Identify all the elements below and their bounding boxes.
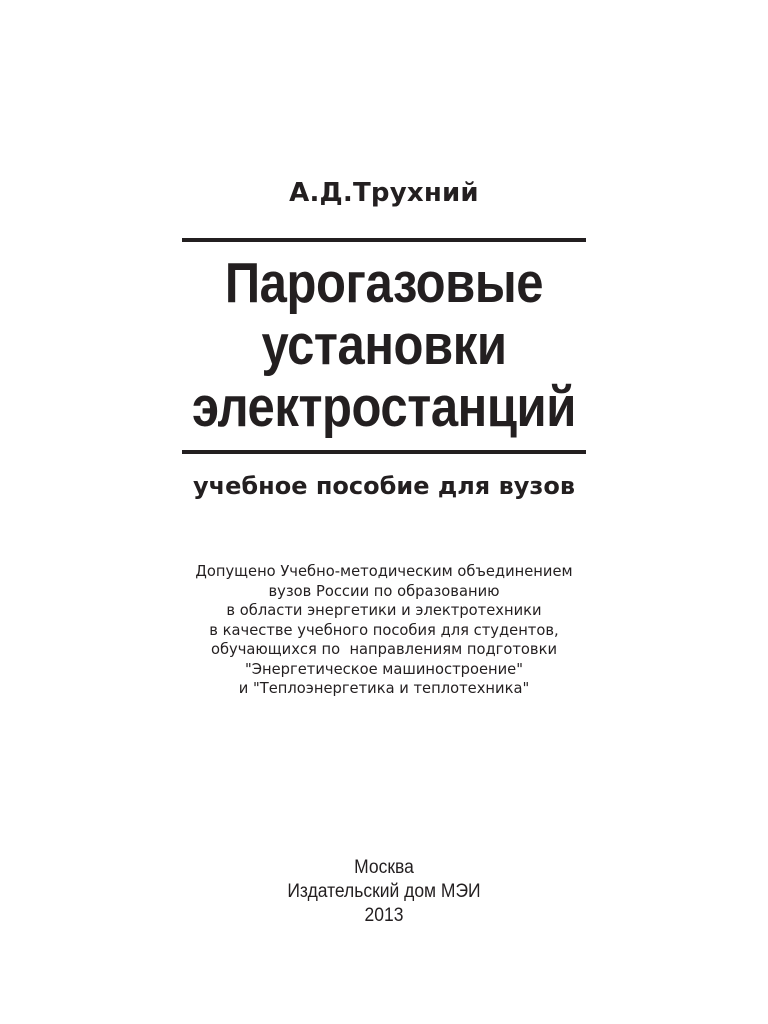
approval-line: вузов России по образованию — [268, 581, 500, 600]
imprint-city: Москва — [354, 857, 414, 878]
book-title-line: Парогазовые — [224, 251, 544, 315]
approval-line: в области энергетики и электротехники — [226, 601, 542, 619]
bottom-divider — [182, 450, 586, 454]
author-name: А.Д.Трухний — [289, 178, 479, 208]
imprint-year: 2013 — [364, 905, 404, 926]
book-title-line: установки — [261, 313, 507, 377]
approval-statement — [8, 562, 761, 699]
top-divider — [182, 238, 586, 242]
approval-line: обучающихся по направлениям подготовки — [210, 640, 558, 658]
approval-line: Допущено Учебно-методическим объединением — [195, 562, 573, 580]
imprint-publisher: Издательский дом МЭИ — [287, 881, 481, 902]
approval-line: и "Теплоэнергетика и теплотехника" — [238, 679, 530, 697]
book-title-line: электростанций — [192, 375, 576, 439]
approval-line: в качестве учебного пособия для студентов, — [209, 620, 559, 639]
book-title — [54, 252, 714, 438]
imprint — [31, 856, 738, 928]
book-subtitle: учебное пособие для вузов — [192, 472, 576, 500]
approval-line: "Энергетическое машиностроение" — [244, 659, 523, 678]
